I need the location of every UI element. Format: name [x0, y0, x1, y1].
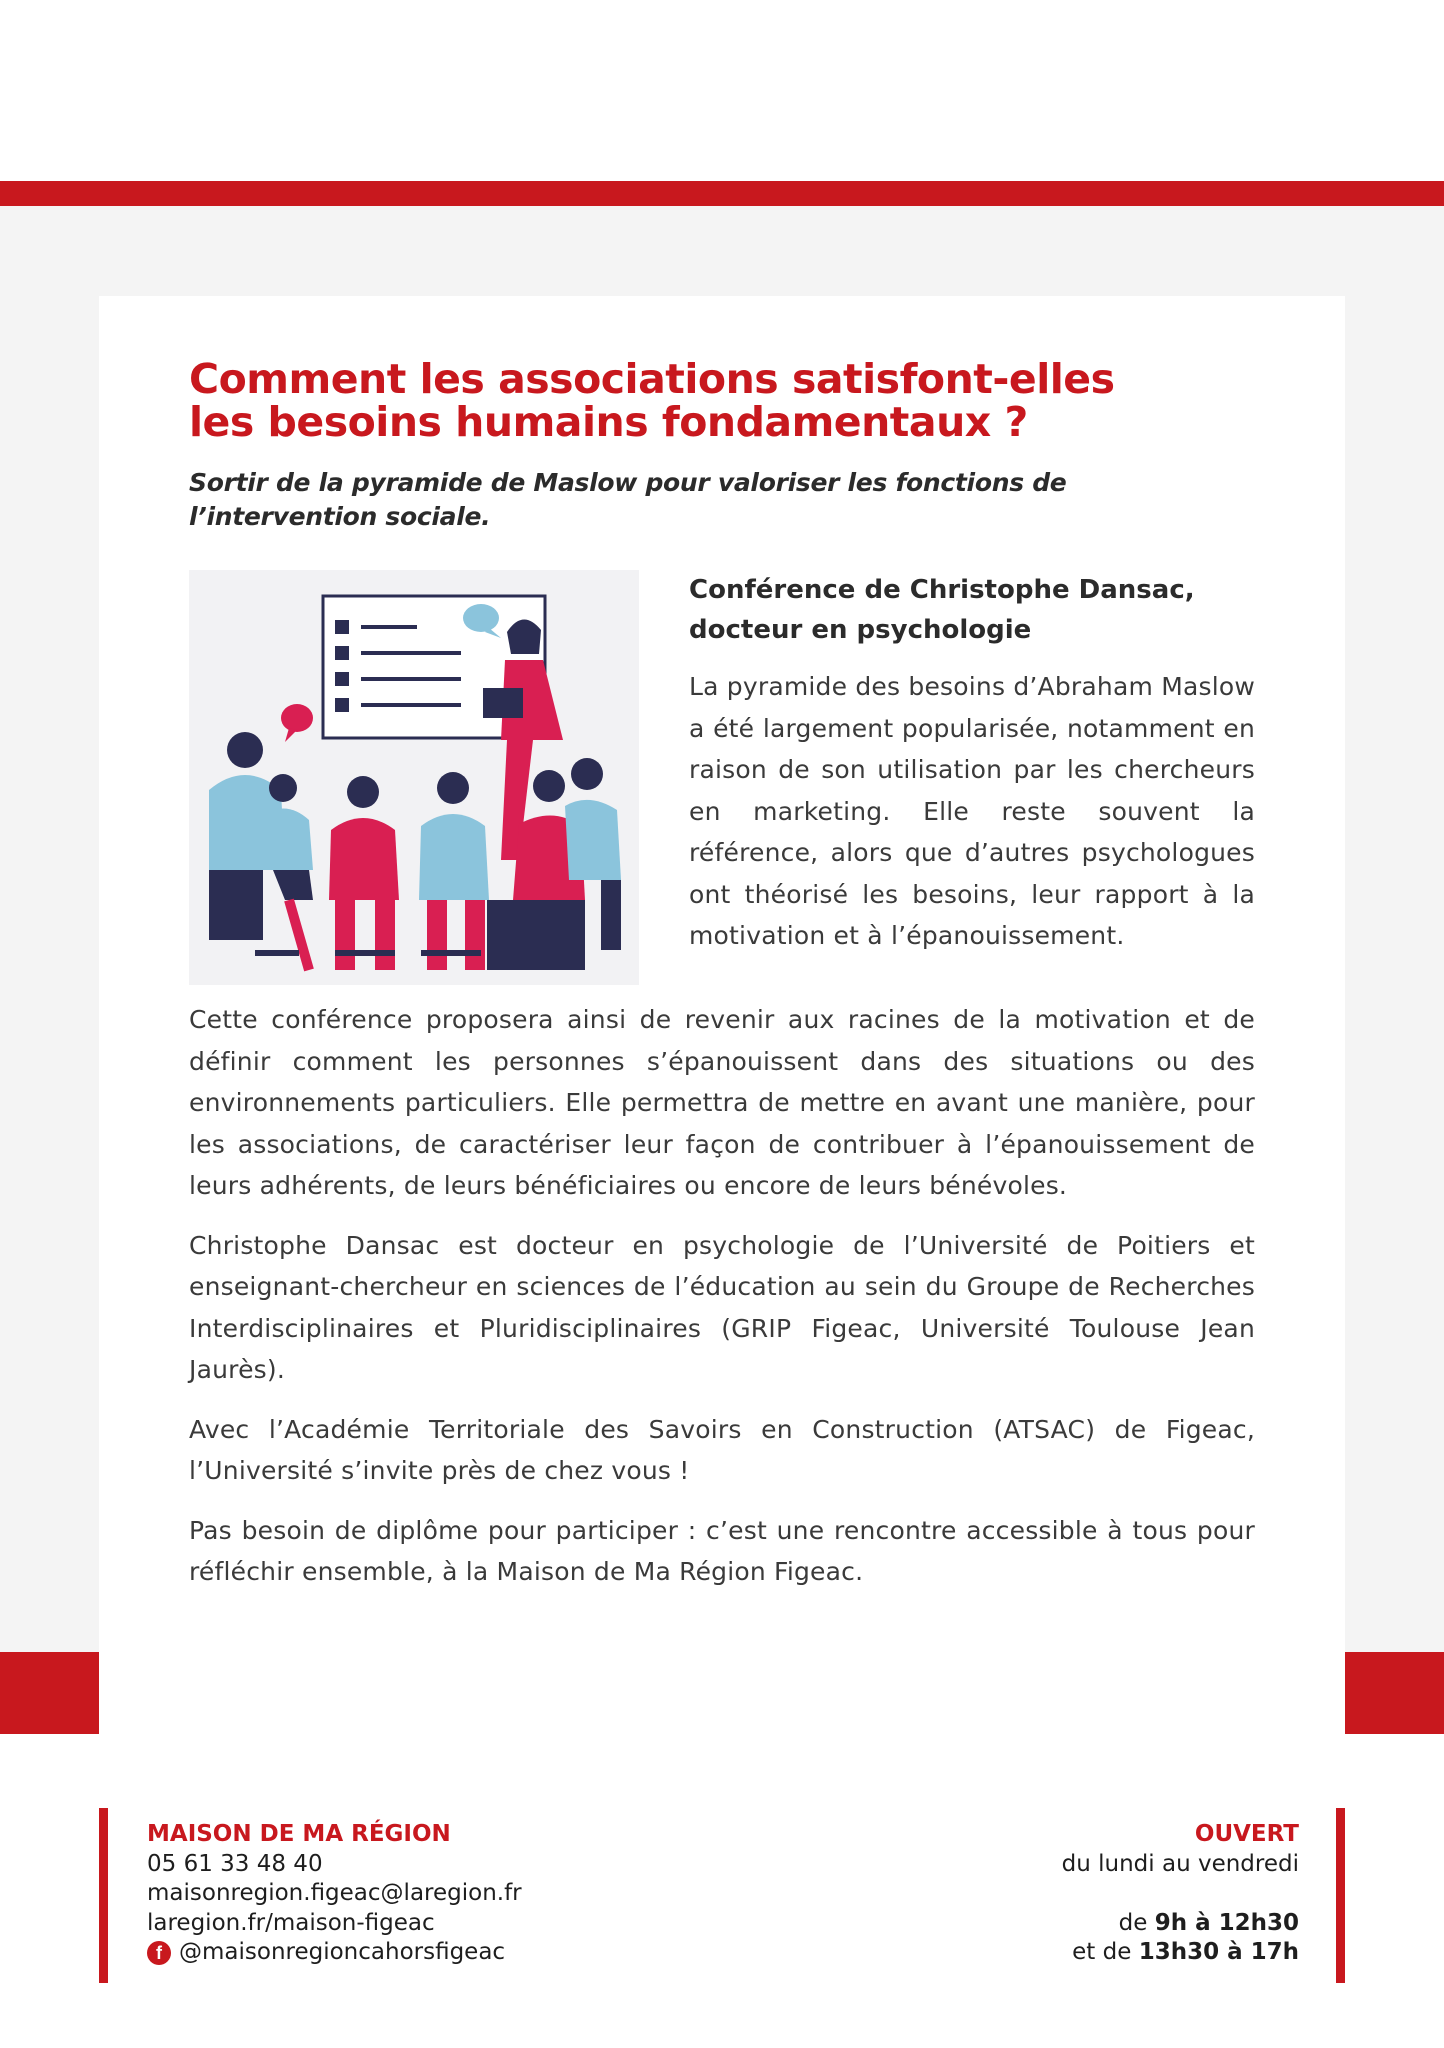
- intro-section: [189, 570, 1255, 985]
- body-paragraph-2: Christophe Dansac est docteur en psychologie de l’Université de Poitiers et enseignant-chercheur en sciences de l’éducation au sein du Groupe de Recherches Interdisciplinaires et Pluridisciplinaires (GRIP Figeac, Université Toulouse Jean Jaurès).: [189, 1230, 1255, 1384]
- left-red-block: [0, 1652, 99, 1734]
- morning-hours: 9h à 12h30: [1154, 1909, 1299, 1936]
- open-label: OUVERT: [1194, 1821, 1299, 1847]
- conference-heading-line-1: Conférence de Christophe Dansac,: [689, 575, 1195, 605]
- morning-hours-line: [879, 1909, 1299, 1939]
- conference-heading: [689, 570, 1255, 650]
- right-red-block: [1345, 1652, 1444, 1734]
- facebook-link[interactable]: [147, 1938, 707, 1968]
- org-name: MAISON DE MA RÉGION: [147, 1821, 451, 1847]
- body-paragraph-3: Avec l’Académie Territoriale des Savoirs en Construction (ATSAC) de Figeac, l’Université s’invite près de chez vous !: [189, 1414, 1255, 1485]
- conference-intro-paragraph: La pyramide des besoins d’Abraham Maslow a été largement popularisée, notamment en raison de son utilisation par les chercheurs en marketing. Elle reste souvent la référence, alors que d’autres psychologues ont théorisé les besoins, leur rapport à la motivation et à l’épanouissement.: [689, 672, 1255, 950]
- footer-left-bar: [99, 1808, 108, 1983]
- afternoon-hours-line: [879, 1938, 1299, 1968]
- top-red-band: [0, 181, 1444, 206]
- facebook-handle: @maisonregioncahorsfigeac: [179, 1939, 506, 1965]
- spacer: [879, 1879, 1299, 1909]
- title-line-2: les besoins humains fondamentaux ?: [189, 398, 1028, 446]
- card-content: [189, 355, 1255, 1593]
- email-link[interactable]: maisonregion.figeac@laregion.fr: [147, 1880, 522, 1906]
- conference-illustration: [189, 570, 639, 985]
- conference-illustration-svg: [189, 570, 639, 985]
- website-link[interactable]: laregion.fr/maison-figeac: [147, 1909, 435, 1936]
- subtitle: Sortir de la pyramide de Maslow pour valoriser les fonctions de l’intervention sociale.: [189, 468, 1067, 531]
- page-title: [189, 355, 1255, 446]
- title-line-1: Comment les associations satisfont-elles: [189, 355, 1115, 403]
- open-days: du lundi au vendredi: [1061, 1850, 1299, 1877]
- footer-hours: [879, 1820, 1299, 1968]
- body-paragraph-1: Cette conférence proposera ainsi de revenir aux racines de la motivation et de définir comment les personnes s’épanouissent dans des situations ou des environnements particuliers. Elle permettra de mettre en avant une manière, pour les associations, de caractériser leur façon de contribuer à l’épanouissement de leurs adhérents, de leurs bénéficiaires ou encore de leurs bénévoles.: [189, 1005, 1255, 1200]
- content-card: [99, 296, 1345, 1734]
- conference-intro: [689, 570, 1255, 985]
- body-paragraph-4: Pas besoin de diplôme pour participer : c’est une rencontre accessible à tous pour réfléchir ensemble, à la Maison de Ma Région Figeac.: [189, 1515, 1255, 1586]
- footer-contact: [147, 1820, 707, 1968]
- afternoon-prefix: et de: [1072, 1939, 1139, 1965]
- footer-right-bar: [1336, 1808, 1345, 1983]
- afternoon-hours: 13h30 à 17h: [1138, 1939, 1299, 1965]
- morning-prefix: de: [1118, 1909, 1155, 1936]
- facebook-icon: f: [147, 1941, 171, 1965]
- phone-number[interactable]: 05 61 33 48 40: [147, 1850, 323, 1877]
- conference-heading-line-2: docteur en psychologie: [689, 615, 1032, 645]
